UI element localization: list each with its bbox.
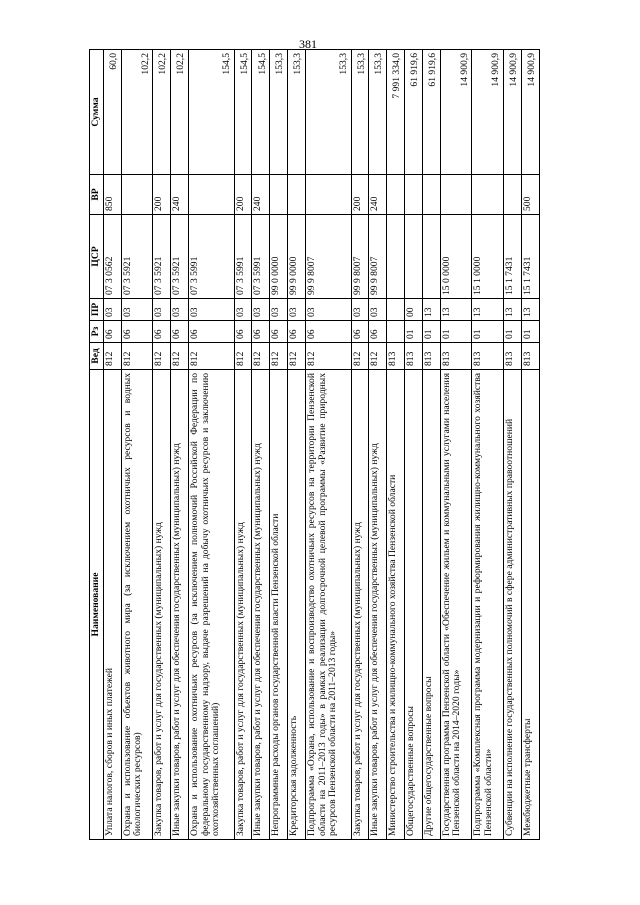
budget-table [89,49,540,840]
cell-ved: 813 [422,343,440,370]
table-row [440,50,472,840]
cell-pr: 13 [521,299,539,321]
cell-vr [305,175,351,215]
cell-name: Подпрограмма «Охрана, использование и воспроизводство охотничьих ресурсов на территории Пензенской области на 2011–2013 годы» в рамках реализации долгосрочной целевой программы «Развитие природных ресурсов Пензенской области на 2011–2013 годы» [305,370,351,840]
cell-pr: 13 [472,299,504,321]
cell-csr: 07 3 5921 [121,215,153,299]
cell-rz [387,321,405,343]
cell-pr: 03 [171,299,189,321]
cell-rz: 06 [188,321,234,343]
table-row [171,50,189,840]
cell-vr: 200 [234,175,252,215]
cell-rz: 06 [369,321,387,343]
table-row [404,50,422,840]
cell-csr: 07 3 5991 [234,215,252,299]
table-row [422,50,440,840]
cell-vr: 850 [103,175,121,215]
cell-name: Иные закупки товаров, работ и услуг для обеспечения государственных (муниципальных) нужд [252,370,270,840]
cell-csr: 15 0 0000 [440,215,472,299]
cell-pr: 03 [270,299,288,321]
cell-csr [387,215,405,299]
cell-rz: 01 [521,321,539,343]
cell-sum: 154,5 [234,50,252,175]
cell-csr: 99 9 8007 [369,215,387,299]
cell-name: Закупка товаров, работ и услуг для государственных (муниципальных) нужд [351,370,369,840]
cell-vr [472,175,504,215]
table-row [103,50,121,840]
cell-sum: 60,0 [103,50,121,175]
cell-pr: 03 [153,299,171,321]
cell-csr: 07 3 5991 [252,215,270,299]
cell-csr: 15 1 7431 [521,215,539,299]
cell-name: Межбюджетные трансферты [521,370,539,840]
header-ved: Вед [90,343,104,370]
header-csr: ЦСР [90,215,104,299]
cell-sum: 102,2 [121,50,153,175]
cell-pr: 03 [305,299,351,321]
cell-rz: 01 [472,321,504,343]
cell-vr: 240 [369,175,387,215]
cell-rz: 06 [270,321,288,343]
cell-name: Закупка товаров, работ и услуг для государственных (муниципальных) нужд [153,370,171,840]
cell-pr: 03 [234,299,252,321]
cell-vr: 240 [252,175,270,215]
cell-sum: 102,2 [171,50,189,175]
cell-name: Другие общегосударственные вопросы [422,370,440,840]
cell-name: Государственная программа Пензенской области «Обеспечение жильем и коммунальными услугами населения Пензенской области на 2014–2020 годы» [440,370,472,840]
cell-ved: 812 [153,343,171,370]
cell-ved: 813 [504,343,522,370]
cell-rz: 06 [305,321,351,343]
cell-sum: 153,3 [305,50,351,175]
cell-vr [270,175,288,215]
table-row [369,50,387,840]
cell-vr [504,175,522,215]
cell-vr [387,175,405,215]
cell-csr: 07 3 0562 [103,215,121,299]
cell-ved: 812 [121,343,153,370]
cell-csr [404,215,422,299]
cell-csr: 99 0 0000 [270,215,288,299]
table-row [387,50,405,840]
cell-ved: 813 [387,343,405,370]
cell-sum: 14 900,9 [504,50,522,175]
cell-sum: 154,5 [188,50,234,175]
cell-rz: 06 [351,321,369,343]
cell-ved: 813 [521,343,539,370]
cell-sum: 7 991 334,0 [387,50,405,175]
cell-name: Охрана и использование охотничьих ресурсов (за исключением полномочий Российской Федерации по федеральному государственному надзору, выдаче разрешений на добычу охотничьих ресурсов и заключению охотхозяйственных соглашений) [188,370,234,840]
cell-name: Закупка товаров, работ и услуг для государственных (муниципальных) нужд [234,370,252,840]
cell-rz: 06 [252,321,270,343]
cell-pr: 03 [252,299,270,321]
cell-rz: 06 [121,321,153,343]
cell-csr: 07 3 5921 [153,215,171,299]
cell-csr: 07 3 5991 [188,215,234,299]
cell-name: Подпрограмма «Комплексная программа модернизации и реформирования жилищно-коммунального хозяйства Пензенской области» [472,370,504,840]
cell-csr: 99 9 8007 [305,215,351,299]
page-number: 381 [299,37,317,51]
cell-name: Уплата налогов, сборов и иных платежей [103,370,121,840]
cell-pr: 03 [103,299,121,321]
cell-rz: 06 [103,321,121,343]
cell-name: Непрограммные расходы органов государственной власти Пензенской области [270,370,288,840]
cell-rz: 06 [288,321,306,343]
table-row [270,50,288,840]
header-pr: ПР [90,299,104,321]
cell-vr: 500 [521,175,539,215]
cell-vr [422,175,440,215]
cell-ved: 812 [305,343,351,370]
cell-sum: 102,2 [153,50,171,175]
cell-ved: 812 [351,343,369,370]
cell-ved: 813 [404,343,422,370]
cell-sum: 154,5 [252,50,270,175]
cell-pr: 03 [288,299,306,321]
cell-name: Кредиторская задолженность [288,370,306,840]
cell-rz: 01 [422,321,440,343]
cell-sum: 14 900,9 [472,50,504,175]
table-body [103,50,539,840]
cell-sum: 153,3 [369,50,387,175]
cell-ved: 812 [171,343,189,370]
table-row [504,50,522,840]
table-row [288,50,306,840]
cell-sum: 153,3 [351,50,369,175]
cell-ved: 813 [472,343,504,370]
cell-vr: 200 [351,175,369,215]
cell-rz: 06 [153,321,171,343]
cell-pr: 13 [504,299,522,321]
table-row [472,50,504,840]
cell-rz: 06 [171,321,189,343]
cell-rz: 01 [504,321,522,343]
cell-rz: 01 [404,321,422,343]
cell-rz: 01 [440,321,472,343]
cell-ved: 812 [252,343,270,370]
cell-vr [404,175,422,215]
cell-pr: 03 [369,299,387,321]
cell-ved: 812 [188,343,234,370]
table-row [252,50,270,840]
cell-name: Иные закупки товаров, работ и услуг для обеспечения государственных (муниципальных) нужд [369,370,387,840]
header-sum: Сумма [90,50,104,175]
table-row [234,50,252,840]
cell-csr: 15 1 7431 [504,215,522,299]
header-rz: Рз [90,321,104,343]
cell-pr: 03 [121,299,153,321]
cell-ved: 812 [270,343,288,370]
cell-ved: 812 [234,343,252,370]
cell-vr [288,175,306,215]
cell-rz: 06 [234,321,252,343]
cell-name: Министерство строительства и жилищно-коммунального хозяйства Пензенской области [387,370,405,840]
table-row [153,50,171,840]
cell-pr: 00 [404,299,422,321]
cell-pr: 03 [188,299,234,321]
cell-name: Субвенции на исполнение государственных полномочий в сфере административных правоотношений [504,370,522,840]
table-row [351,50,369,840]
cell-ved: 812 [369,343,387,370]
cell-ved: 812 [288,343,306,370]
cell-pr: 13 [422,299,440,321]
table-header-row [90,50,104,840]
header-vr: ВР [90,175,104,215]
cell-sum: 14 900,9 [440,50,472,175]
cell-vr [121,175,153,215]
cell-vr [188,175,234,215]
table-row [521,50,539,840]
table-row [121,50,153,840]
cell-sum: 61 919,6 [404,50,422,175]
cell-vr: 200 [153,175,171,215]
cell-name: Иные закупки товаров, работ и услуг для обеспечения государственных (муниципальных) нужд [171,370,189,840]
header-name: Наименование [90,370,104,840]
cell-csr: 15 1 0000 [472,215,504,299]
cell-csr [422,215,440,299]
cell-sum: 153,3 [270,50,288,175]
cell-vr: 240 [171,175,189,215]
cell-sum: 153,3 [288,50,306,175]
cell-pr: 03 [351,299,369,321]
cell-sum: 14 900,9 [521,50,539,175]
cell-vr [440,175,472,215]
cell-ved: 813 [440,343,472,370]
cell-csr: 99 9 8007 [351,215,369,299]
cell-pr [387,299,405,321]
cell-pr: 13 [440,299,472,321]
budget-table-rotated [89,50,540,840]
table-row [305,50,351,840]
cell-csr: 07 3 5921 [171,215,189,299]
cell-ved: 812 [103,343,121,370]
table-row [188,50,234,840]
cell-sum: 61 919,6 [422,50,440,175]
cell-name: Общегосударственные вопросы [404,370,422,840]
cell-csr: 99 9 0000 [288,215,306,299]
cell-name: Охрана и использование объектов животного мира (за исключением охотничьих ресурсов и водных биологических ресурсов) [121,370,153,840]
